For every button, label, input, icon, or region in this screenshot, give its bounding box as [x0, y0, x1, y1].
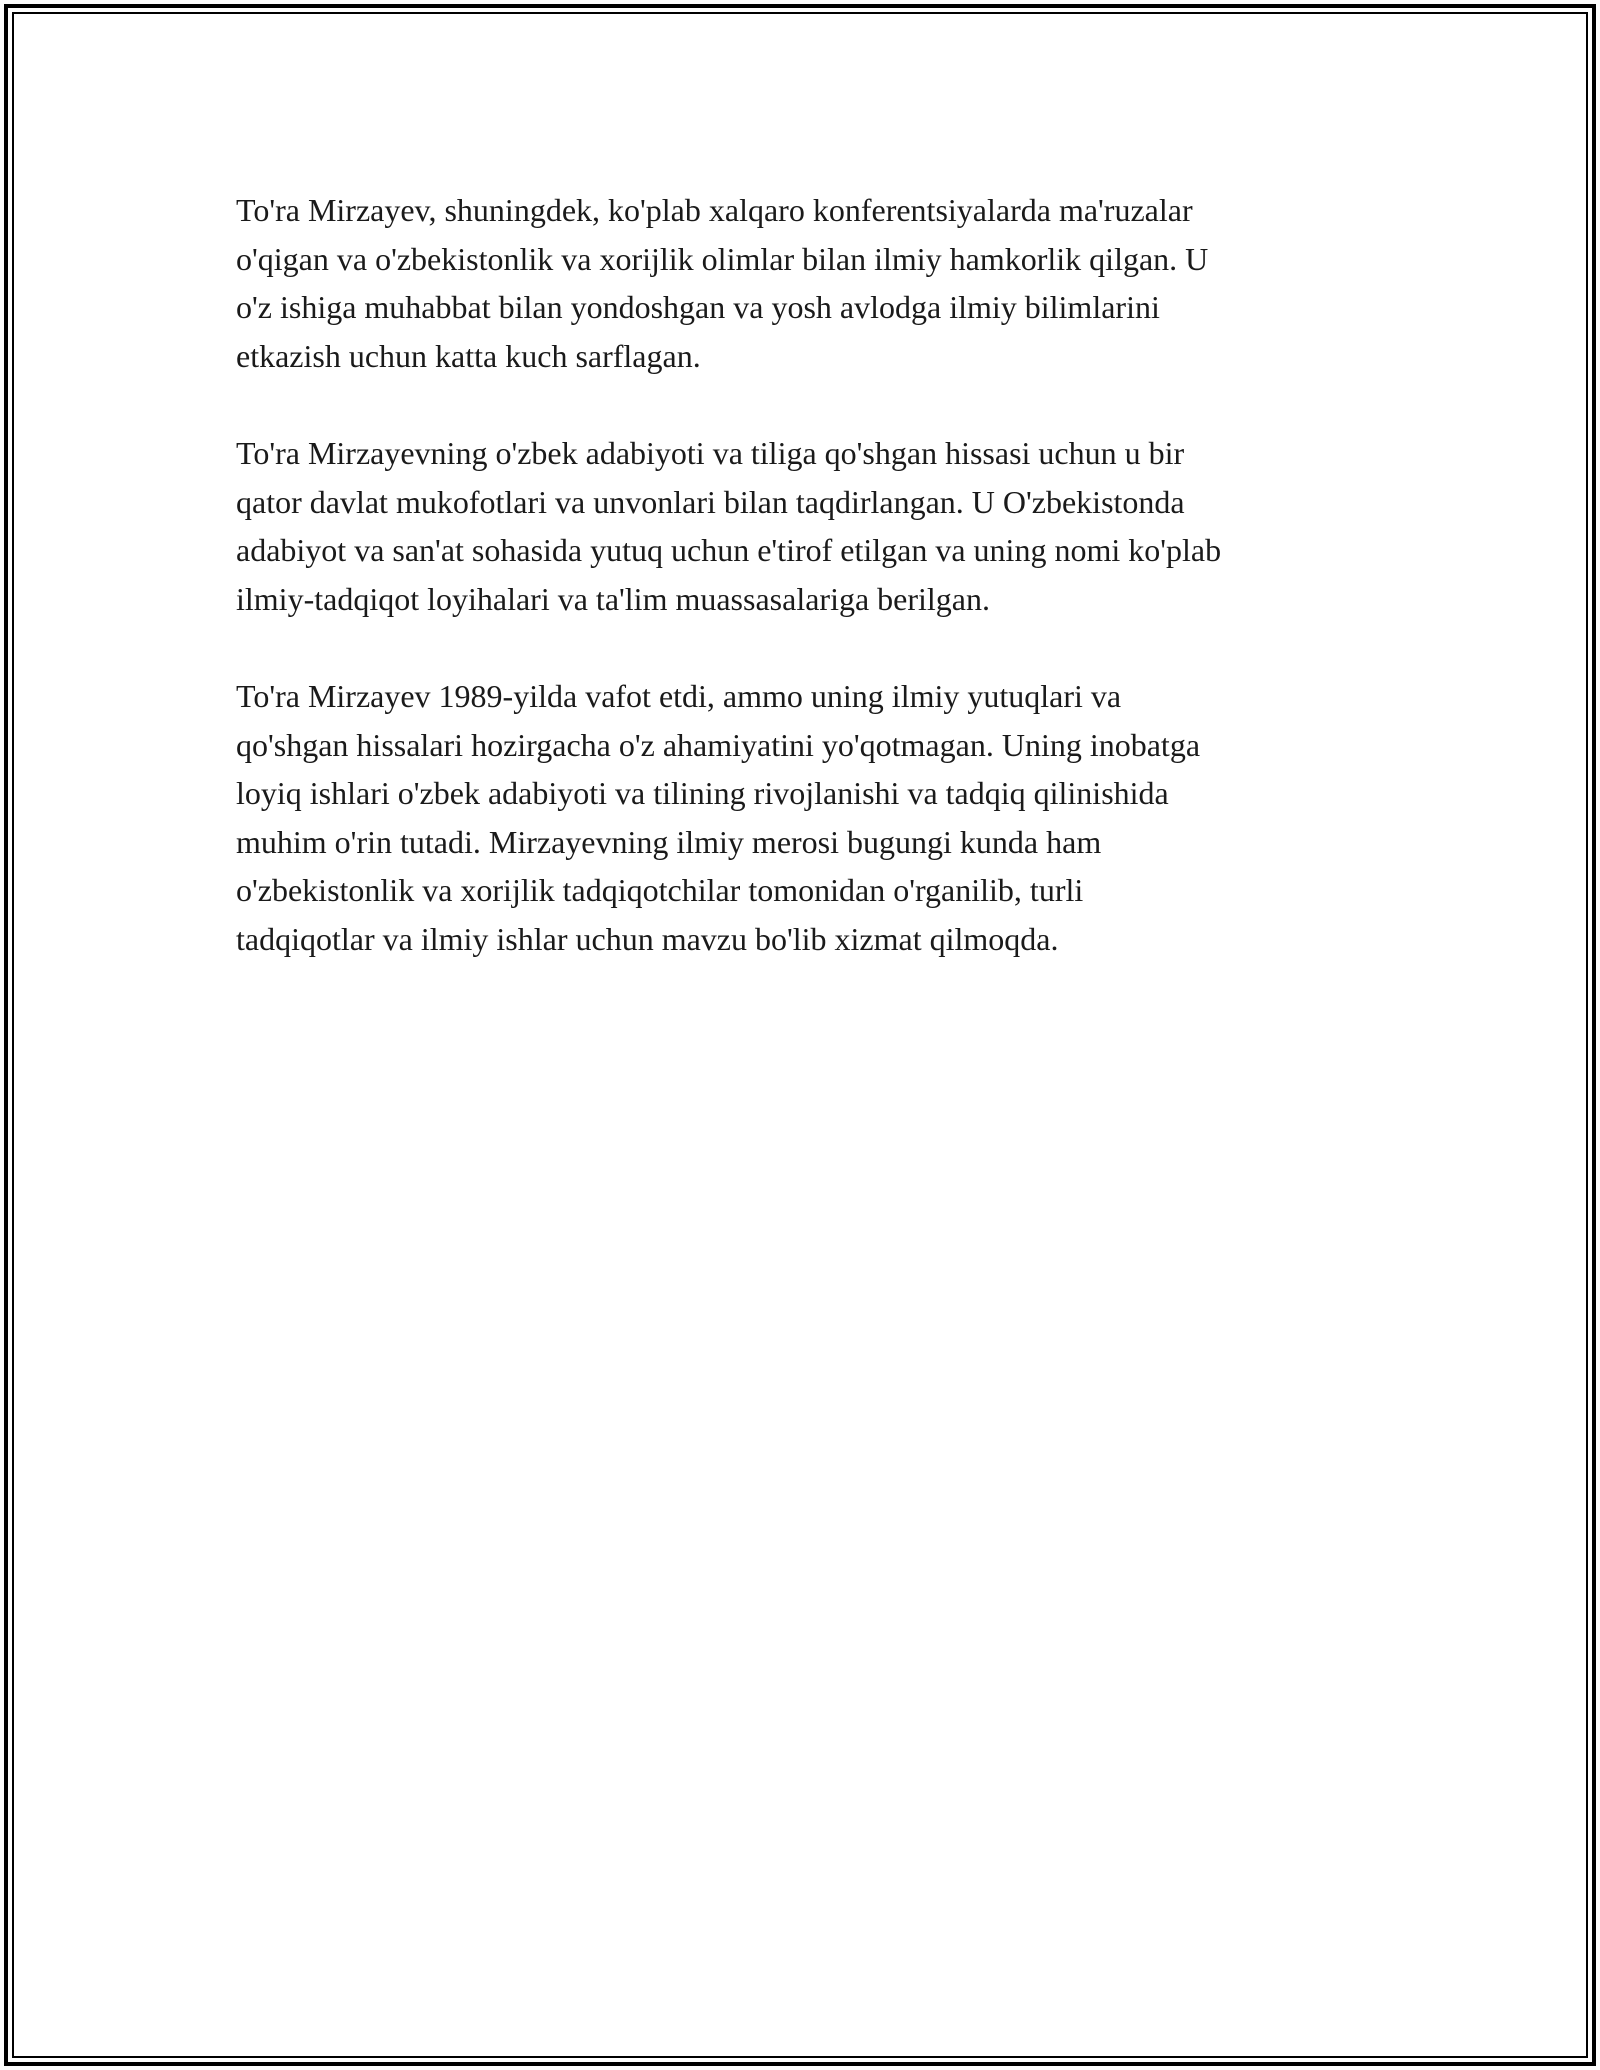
text-line: etkazish uchun katta kuch sarflagan. — [236, 337, 701, 374]
text-line: tadqiqotlar va ilmiy ishlar uchun mavzu bo'lib xizmat qilmoqda. — [236, 920, 1059, 957]
text-line: ilmiy-tadqiqot loyihalari va ta'lim muassasalariga berilgan. — [236, 580, 990, 617]
text-line: To'ra Mirzayev, shuningdek, ko'plab xalqaro konferentsiyalarda ma'ruzalar — [236, 192, 1193, 228]
paragraph-2 — [236, 429, 1386, 623]
text-line: qator davlat mukofotlari va unvonlari bilan taqdirlangan. U O'zbekistonda — [236, 483, 1185, 520]
paragraph-1 — [236, 186, 1386, 380]
text-line: loyiq ishlari o'zbek adabiyoti va tilining rivojlanishi va tadqiq qilinishida — [236, 775, 1169, 811]
text-line: o'zbekistonlik va xorijlik tadqiqotchilar tomonidan o'rganilib, turli — [236, 872, 1084, 908]
document-body — [236, 186, 1386, 963]
text-line: To'ra Mirzayevning o'zbek adabiyoti va tiliga qo'shgan hissasi uchun u bir — [236, 435, 1185, 471]
text-line: adabiyot va san'at sohasida yutuq uchun e'tirof etilgan va uning nomi ko'plab — [236, 532, 1222, 568]
text-line: qo'shgan hissalari hozirgacha o'z ahamiyatini yo'qotmagan. Uning inobatga — [236, 726, 1201, 763]
text-line: o'z ishiga muhabbat bilan yondoshgan va yosh avlodga ilmiy bilimlarini — [236, 289, 1160, 325]
text-line: muhim o'rin tutadi. Mirzayevning ilmiy merosi bugungi kunda ham — [236, 823, 1102, 860]
paragraph-3 — [236, 672, 1386, 963]
text-line: o'qigan va o'zbekistonlik va xorijlik olimlar bilan ilmiy hamkorlik qilgan. U — [236, 240, 1209, 277]
text-line: To'ra Mirzayev 1989-yilda vafot etdi, ammo uning ilmiy yutuqlari va — [236, 678, 1122, 714]
